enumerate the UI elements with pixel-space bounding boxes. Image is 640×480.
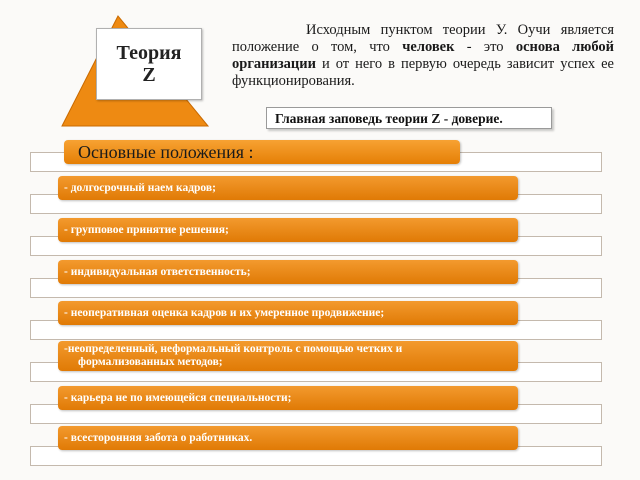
intro-bold-person: человек <box>402 39 455 55</box>
list-item-line1: -неопределенный, неформальный контроль с помощью четких и <box>64 343 403 355</box>
theory-title-box <box>96 28 202 100</box>
theory-title-line2: Z <box>142 64 156 86</box>
list-item: - групповое принятие решения; <box>58 218 518 242</box>
list-item: - карьера не по имеющейся специальности; <box>58 386 518 410</box>
main-commandment: Главная заповедь теории Z - доверие. <box>266 107 552 129</box>
intro-text-1: Исходным пунктом теории У. Оучи является положение о том, что <box>232 22 614 55</box>
list-item: - всесторонняя забота о работниках. <box>58 426 518 450</box>
intro-bold-basis: основа любой организации <box>232 39 614 72</box>
intro-text-3: и от него в первую очередь зависит успех ее функционирования. <box>232 56 614 89</box>
list-item <box>58 341 518 371</box>
list-item: - долгосрочный наем кадров; <box>58 176 518 200</box>
main-heading: Основные положения : <box>64 140 460 164</box>
intro-text-2: - это <box>454 39 516 55</box>
theory-title-line1: Теория <box>116 42 182 64</box>
intro-paragraph <box>232 22 614 90</box>
list-item: - индивидуальная ответственность; <box>58 260 518 284</box>
list-item-line2: формализованных методов; <box>78 356 223 368</box>
list-item: - неоперативная оценка кадров и их умеренное продвижение; <box>58 301 518 325</box>
